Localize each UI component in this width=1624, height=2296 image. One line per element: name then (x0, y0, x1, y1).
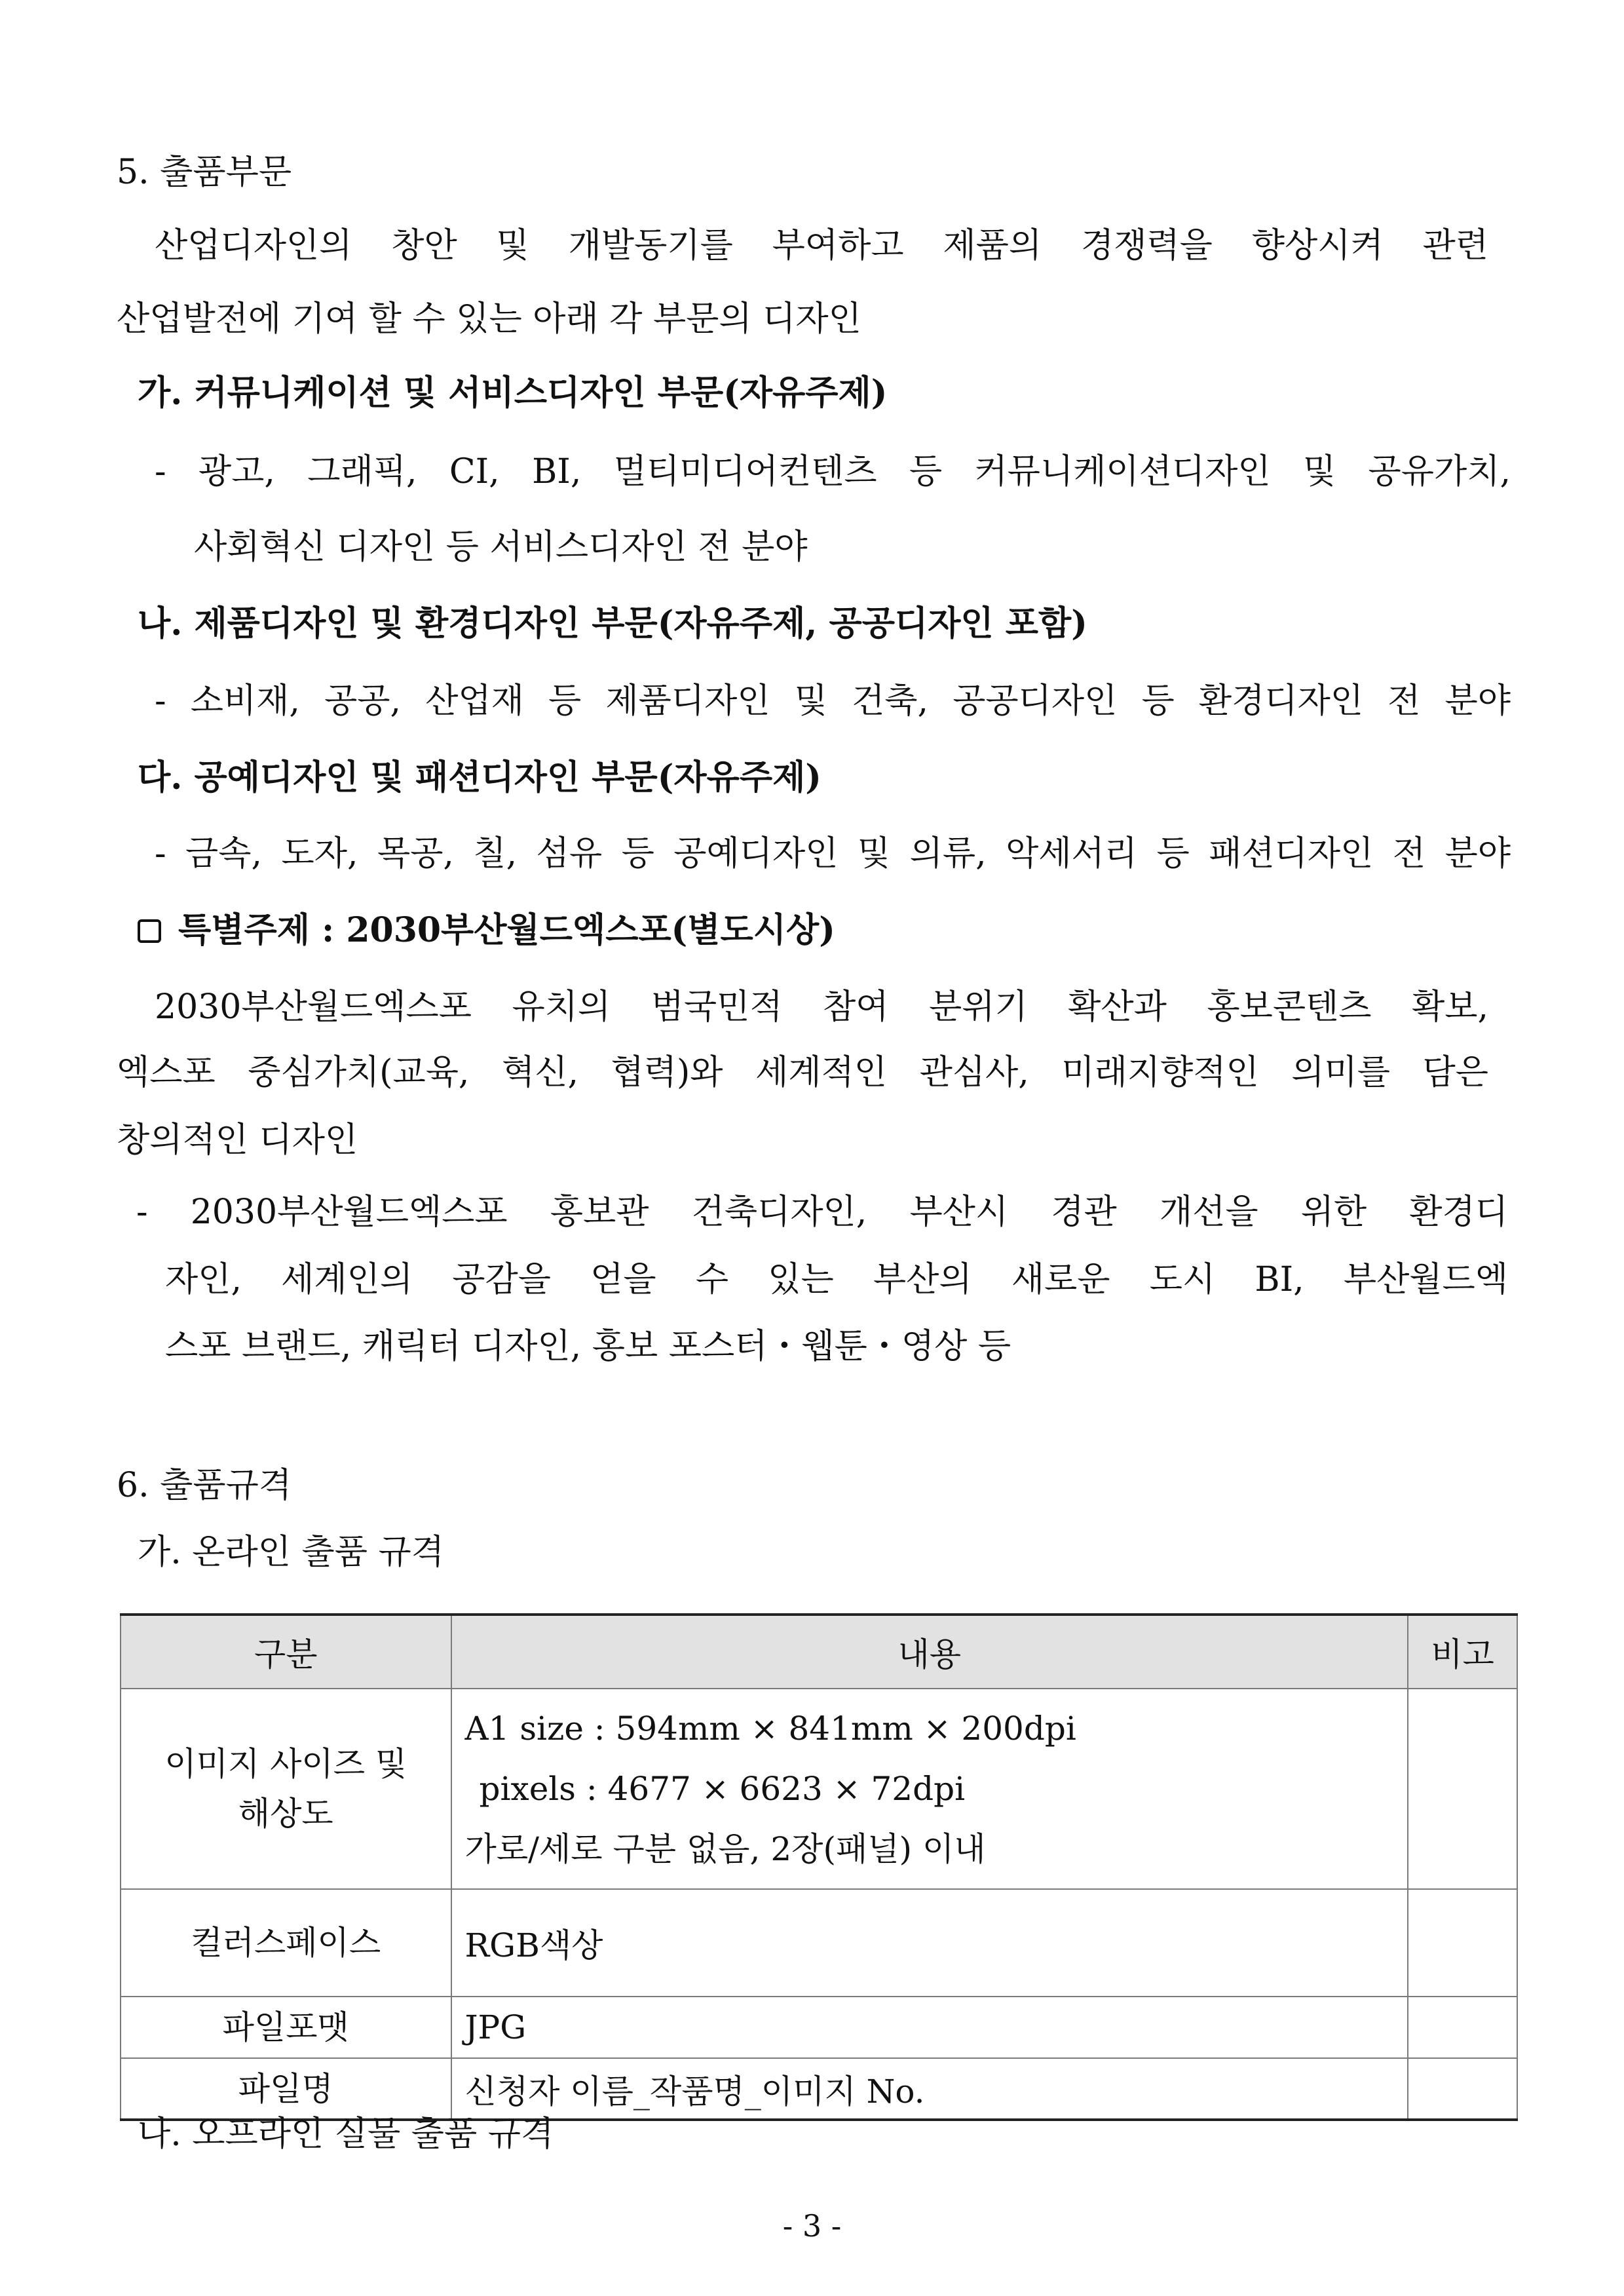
item-da-desc: - 금속, 도자, 목공, 칠, 섬유 등 공예디자인 및 의류, 악세서리 등 패션디자인 전 분야 (155, 834, 1511, 873)
table-row (121, 1689, 1517, 1889)
item-ga-desc-line-1: - 광고, 그래픽, CI, BI, 멀티미디어컨텐츠 등 커뮤니케이션디자인 및 공유가치, (155, 452, 1511, 491)
row-content-file-name: 신청자 이름_작품명_이미지 No. (451, 2058, 1408, 2120)
item-na-title: 나. 제품디자인 및 환경디자인 부문(자유주제, 공공디자인 포함) (138, 603, 1087, 643)
item-da-title: 다. 공예디자인 및 패션디자인 부문(자유주제) (138, 757, 821, 797)
row-note (1408, 1889, 1517, 1997)
header-category: 구분 (121, 1615, 451, 1689)
special-bullet-line-1: - 2030부산월드엑스포 홍보관 건축디자인, 부산시 경관 개선을 위한 환경디 (136, 1193, 1508, 1232)
content-a1-size: A1 size : 594mm × 841mm × 200dpi (464, 1710, 1076, 1748)
content-pixels: pixels : 4677 × 6623 × 72dpi (479, 1770, 966, 1808)
online-spec-subheading: 가. 온라인 출품 규격 (138, 1533, 444, 1572)
special-line-1: 2030부산월드엑스포 유치의 범국민적 참여 분위기 확산과 홍보콘텐츠 확보, (155, 987, 1488, 1027)
row-label-file-format: 파일포맷 (121, 1997, 451, 2058)
checkbox-square-icon (138, 919, 161, 943)
special-line-3: 창의적인 디자인 (117, 1120, 358, 1160)
table-header-row (121, 1615, 1517, 1689)
row-label-line-1: 이미지 사이즈 및 (164, 1745, 407, 1783)
item-ga-title: 가. 커뮤니케이션 및 서비스디자인 부문(자유주제) (138, 373, 888, 413)
table-row (121, 2058, 1517, 2120)
row-content-colorspace: RGB색상 (451, 1889, 1408, 1997)
special-bullet-line-3: 스포 브랜드, 캐릭터 디자인, 홍보 포스터・웹툰・영상 등 (165, 1327, 1011, 1366)
section-5-intro-line-1: 산업디자인의 창안 및 개발동기를 부여하고 제품의 경쟁력을 향상시켜 관련 (155, 226, 1488, 265)
online-spec-table (120, 1613, 1518, 2121)
content-orientation: 가로/세로 구분 없음, 2장(패널) 이내 (464, 1830, 986, 1868)
section-6-heading: 6. 출품규격 (117, 1466, 292, 1505)
row-note (1408, 2058, 1517, 2120)
special-theme-title-text: 특별주제 : 2030부산월드엑스포(별도시상) (178, 910, 835, 950)
row-note (1408, 1997, 1517, 2058)
row-note (1408, 1689, 1517, 1889)
table-row (121, 1889, 1517, 1997)
offline-spec-subheading: 나. 오프라인 실물 출품 규격 (138, 2114, 554, 2154)
page-number: - 3 - (782, 2208, 842, 2244)
section-5-intro-line-2: 산업발전에 기여 할 수 있는 아래 각 부문의 디자인 (117, 299, 861, 339)
row-label-image-size (121, 1689, 451, 1889)
header-content: 내용 (451, 1615, 1408, 1689)
row-label-file-name: 파일명 (121, 2058, 451, 2120)
item-ga-desc-line-2: 사회혁신 디자인 등 서비스디자인 전 분야 (194, 527, 808, 567)
row-label-colorspace: 컬러스페이스 (121, 1889, 451, 1997)
row-content-file-format: JPG (451, 1997, 1408, 2058)
header-note: 비고 (1408, 1615, 1517, 1689)
section-5-heading: 5. 출품부문 (117, 153, 292, 192)
row-label-line-2: 해상도 (238, 1795, 333, 1833)
table-row (121, 1997, 1517, 2058)
special-line-2: 엑스포 중심가치(교육, 혁신, 협력)와 세계적인 관심사, 미래지향적인 의미를 담은 (117, 1053, 1488, 1092)
row-content-image-size (451, 1689, 1408, 1889)
item-na-desc: - 소비재, 공공, 산업재 등 제품디자인 및 건축, 공공디자인 등 환경디자인 전 분야 (155, 681, 1511, 721)
special-theme-title (138, 908, 835, 953)
special-bullet-line-2: 자인, 세계인의 공감을 얻을 수 있는 부산의 새로운 도시 BI, 부산월드엑 (165, 1260, 1508, 1299)
